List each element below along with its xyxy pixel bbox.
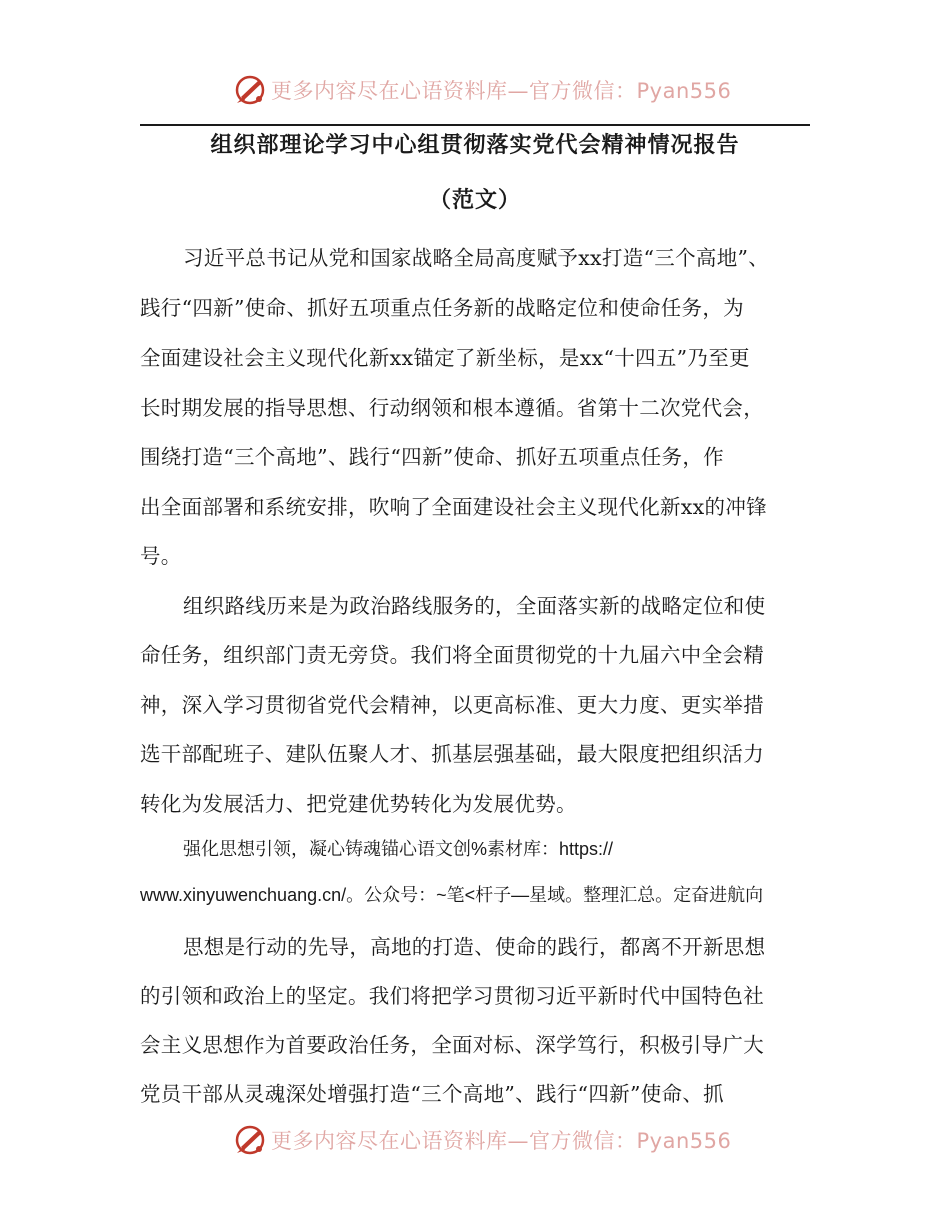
body-line: 命任务，组织部门责无旁贷。我们将全面贯彻党的十九届六中全会精 [140, 643, 764, 667]
body-line: 出全面部署和系统安排，吹响了全面建设社会主义现代化新xx的冲锋 [140, 495, 767, 519]
header-divider [140, 124, 810, 126]
body-line: 党员干部从灵魂深处增强打造“三个高地”、践行“四新”使命、抓 [140, 1082, 724, 1106]
footer-banner [0, 1120, 950, 1160]
body-line: 的引领和政治上的坚定。我们将把学习贯彻习近平新时代中国特色社 [140, 984, 764, 1008]
section-heading-line: 强化思想引领，凝心铸魂锚心语文创%素材库：https:// [183, 839, 614, 859]
body-line: 习近平总书记从党和国家战略全局高度赋予xx打造“三个高地”、 [183, 246, 770, 270]
document-title: 组织部理论学习中心组贯彻落实党代会精神情况报告 [210, 132, 740, 158]
body-line: 选干部配班子、建队伍聚人才、抓基层强基础，最大限度把组织活力 [140, 742, 764, 766]
pen-logo-icon [233, 1123, 267, 1157]
pen-logo-icon [233, 73, 267, 107]
section-heading-line: www.xinyuwenchuang.cn/。公众号：~笔<杆子—星域。整理汇总。定奋进航向 [140, 885, 764, 905]
body-line: 思想是行动的先导，高地的打造、使命的践行，都离不开新思想 [183, 935, 766, 959]
body-line: 组织路线历来是为政治路线服务的，全面落实新的战略定位和使 [183, 594, 766, 618]
footer-banner-text: 更多内容尽在心语资料库—官方微信：Pyan556 [271, 1129, 732, 1153]
body-line: 神，深入学习贯彻省党代会精神，以更高标准、更大力度、更实举措 [140, 693, 764, 717]
body-line: 围绕打造“三个高地”、践行“四新”使命、抓好五项重点任务，作 [140, 445, 724, 469]
body-line: 全面建设社会主义现代化新xx锚定了新坐标，是xx“十四五”乃至更 [140, 346, 750, 370]
body-line: 会主义思想作为首要政治任务，全面对标、深学笃行，积极引导广大 [140, 1033, 764, 1057]
body-line: 号。 [140, 544, 182, 568]
document-subtitle: （范文） [428, 187, 521, 213]
header-banner [0, 70, 950, 110]
body-line: 转化为发展活力、把党建优势转化为发展优势。 [140, 792, 577, 816]
header-banner-text: 更多内容尽在心语资料库—官方微信：Pyan556 [271, 79, 732, 103]
body-line: 长时期发展的指导思想、行动纲领和根本遵循。省第十二次党代会， [140, 396, 764, 420]
body-line: 践行“四新”使命、抓好五项重点任务新的战略定位和使命任务，为 [140, 296, 744, 320]
